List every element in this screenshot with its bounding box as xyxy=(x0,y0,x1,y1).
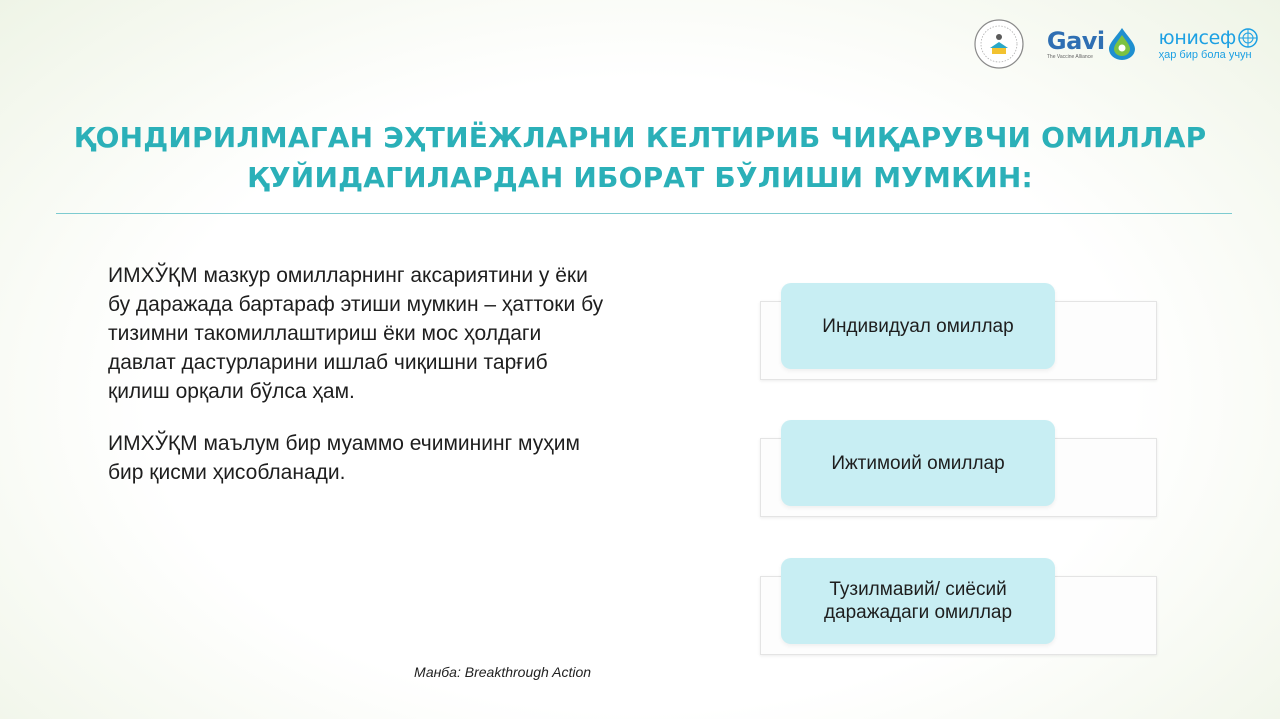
source-note: Манба: Breakthrough Action xyxy=(414,664,592,680)
partner-logos xyxy=(973,16,1258,72)
unicef-emblem-icon xyxy=(1238,28,1258,48)
factor-pill xyxy=(781,420,1055,506)
ministry-seal-icon xyxy=(973,18,1025,70)
factor-card-individual xyxy=(760,283,1160,363)
factor-pill xyxy=(781,558,1055,644)
factor-pill xyxy=(781,283,1055,369)
title-divider xyxy=(56,213,1232,214)
factor-label: Тузилмавий/ сиёсий даражадаги омиллар xyxy=(823,579,1013,623)
factor-label: Индивидуал омиллар xyxy=(822,315,1014,337)
body-paragraph-2: ИМХЎҚМ маълум бир муаммо ечимининг муҳим бир қисми ҳисобланади. xyxy=(108,432,580,484)
unicef-wordmark: юнисеф xyxy=(1158,26,1236,49)
gavi-tagline: The Vaccine Alliance xyxy=(1046,54,1093,60)
unicef-tagline: ҳар бир бола учун xyxy=(1158,48,1252,61)
slide-title-line-2: ҚУЙИДАГИЛАРДАН ИБОРАТ БЎЛИШИ МУМКИН: xyxy=(247,161,1033,194)
slide-title xyxy=(0,118,1280,198)
slide-title-line-1: ҚОНДИРИЛМАГАН ЭҲТИЁЖЛАРНИ КЕЛТИРИБ ЧИҚАРУВЧИ ОМИЛЛАР xyxy=(73,121,1207,154)
body-paragraph-1: ИМХЎҚМ мазкур омилларнинг аксариятини у ёки бу даражада бартараф этиши мумкин – ҳаттоки бу тизимни такомиллаштириш ёки мос ҳолдаги давлат дастурларини ишлаб чиқишни тарғиб қилиш орқали бўлса ҳам. xyxy=(108,264,604,403)
gavi-logo xyxy=(1047,27,1137,61)
factor-card-structural xyxy=(760,558,1160,638)
gavi-wordmark: Gavi xyxy=(1046,27,1105,55)
gavi-drop-icon xyxy=(1107,27,1137,61)
unicef-logo xyxy=(1159,27,1258,62)
body-text xyxy=(108,261,608,510)
factor-card-social xyxy=(760,420,1160,500)
factor-label: Ижтимоий омиллар xyxy=(831,452,1005,474)
